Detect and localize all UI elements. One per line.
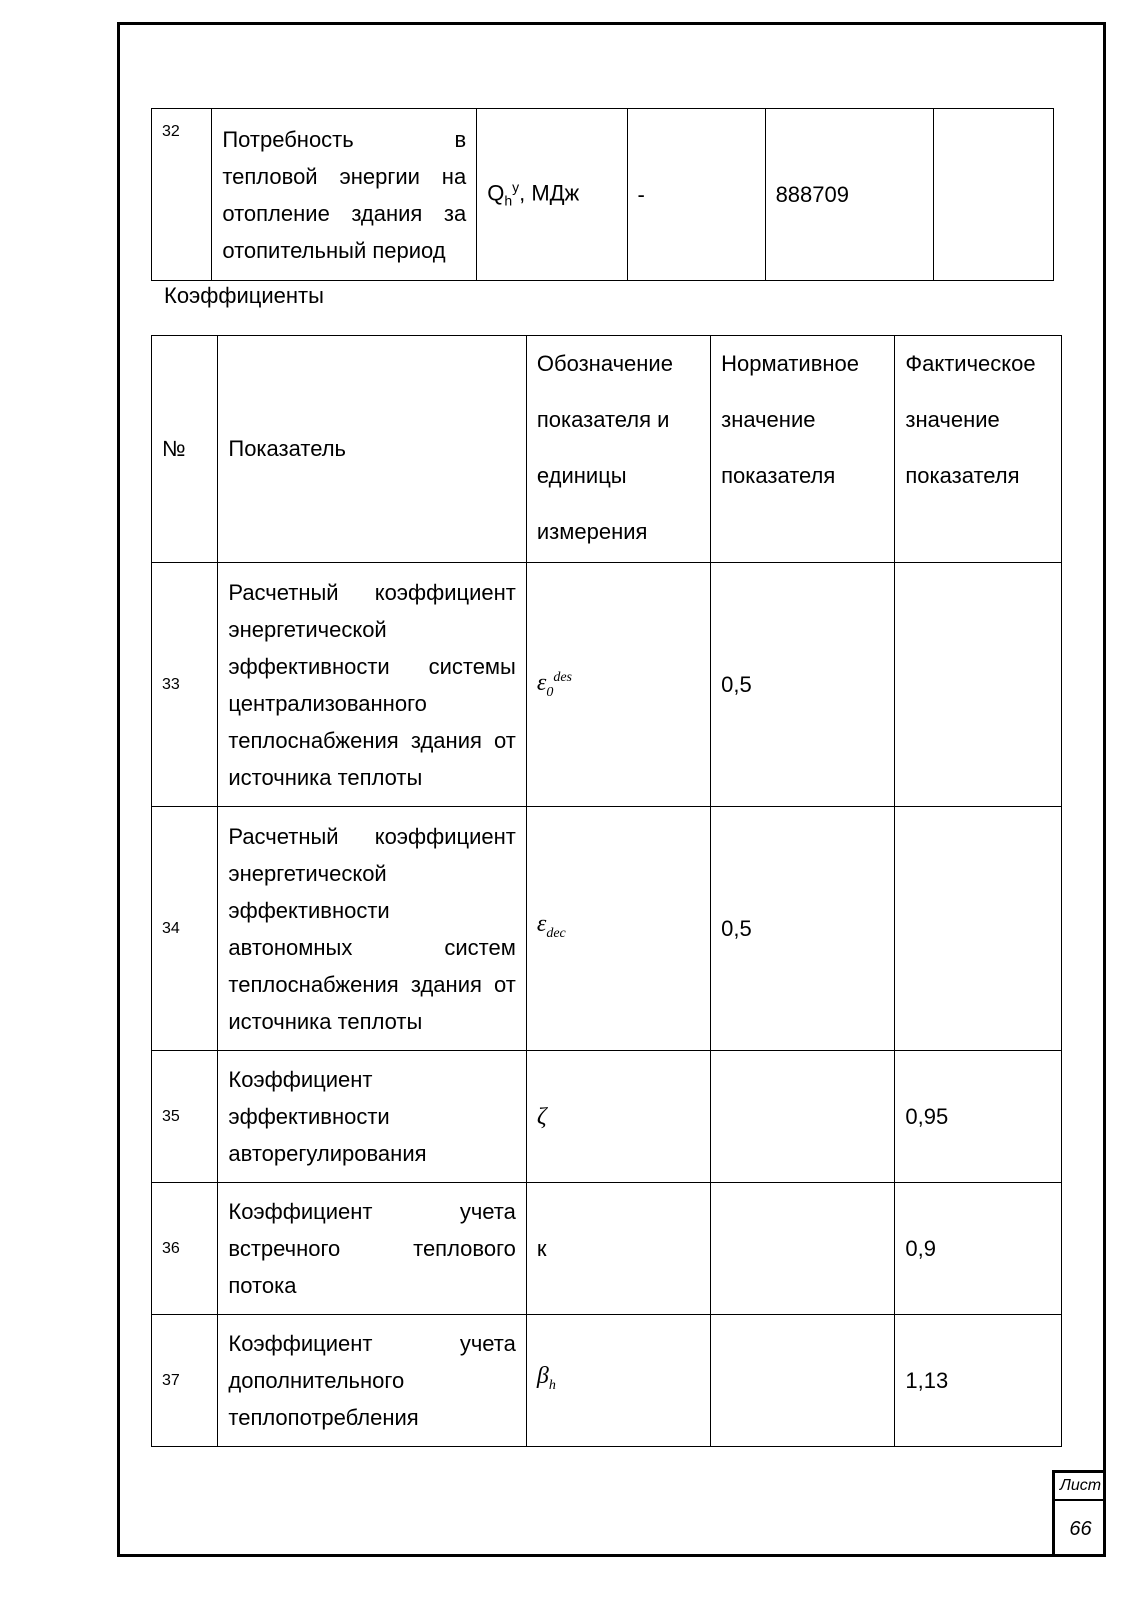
indicator-symbol — [526, 807, 710, 1051]
actual-value: 1,13 — [895, 1315, 1062, 1447]
table-row — [152, 1183, 1062, 1315]
section-title: Коэффициенты — [164, 283, 324, 308]
indicator-name: Коэффициент учета встречного теплового потока — [218, 1183, 527, 1315]
header-symbol: Обозначение показателя и единицы измерения — [526, 336, 710, 563]
indicator-symbol — [477, 109, 627, 281]
symbol-sub: h — [504, 192, 513, 209]
symbol-unit: , МДж — [519, 180, 580, 206]
normative-value: 0,5 — [711, 563, 895, 807]
symbol-sub: 0 — [546, 684, 554, 700]
actual-value — [895, 807, 1062, 1051]
normative-value — [711, 1183, 895, 1315]
normative-value: - — [627, 109, 765, 281]
indicator-name: Коэффициент учета дополнительного теплопотребления — [218, 1315, 527, 1447]
header-actual: Фактическое значение показателя — [895, 336, 1062, 563]
symbol-sup: des — [553, 669, 573, 685]
symbol-sub: h — [548, 1377, 556, 1393]
indicator-name: Расчетный коэффициент энергетической эффективности системы централизованного теплоснабжения здания от источника теплоты — [218, 563, 527, 807]
indicator-symbol — [526, 563, 710, 807]
normative-value — [711, 1051, 895, 1183]
symbol-base: ζ — [536, 1103, 547, 1130]
table-row — [152, 1051, 1062, 1183]
symbol-base: β — [536, 1363, 549, 1390]
indicator-symbol — [526, 1315, 710, 1447]
indicator-symbol: к — [526, 1183, 710, 1315]
row-number: 32 — [152, 109, 212, 281]
indicator-name: Коэффициент эффективности авторегулирования — [218, 1051, 527, 1183]
table-row — [152, 563, 1062, 807]
row-number: 33 — [152, 563, 218, 807]
sheet-stamp — [1052, 1470, 1106, 1557]
normative-value: 0,5 — [711, 807, 895, 1051]
symbol-sup: y — [512, 179, 520, 196]
actual-value: 888709 — [765, 109, 934, 281]
table-coefficients — [151, 335, 1062, 1447]
header-normative: Нормативное значение показателя — [711, 336, 895, 563]
row-number: 35 — [152, 1051, 218, 1183]
table-row — [152, 807, 1062, 1051]
indicator-name: Потребность в тепловой энергии на отопление здания за отопительный период — [212, 109, 477, 281]
actual-value: 0,95 — [895, 1051, 1062, 1183]
indicator-symbol — [526, 1051, 710, 1183]
row-number: 36 — [152, 1183, 218, 1315]
table-row — [152, 109, 1054, 281]
table-main-indicators — [151, 108, 1054, 281]
symbol-base: Q — [487, 180, 505, 206]
normative-value — [711, 1315, 895, 1447]
table-header-row — [152, 336, 1062, 563]
symbol-sub: dec — [546, 925, 566, 941]
extra-cell — [934, 109, 1054, 281]
actual-value: 0,9 — [895, 1183, 1062, 1315]
symbol-base: ε — [536, 669, 547, 696]
actual-value — [895, 563, 1062, 807]
sheet-number: 66 — [1069, 1518, 1092, 1540]
header-number: № — [152, 336, 218, 563]
indicator-name: Расчетный коэффициент энергетической эффективности автономных систем теплоснабжения здания от источника теплоты — [218, 807, 527, 1051]
symbol-base: ε — [536, 911, 547, 938]
row-number: 37 — [152, 1315, 218, 1447]
header-indicator: Показатель — [218, 336, 527, 563]
sheet-label: Лист — [1055, 1473, 1106, 1501]
row-number: 34 — [152, 807, 218, 1051]
table-row — [152, 1315, 1062, 1447]
